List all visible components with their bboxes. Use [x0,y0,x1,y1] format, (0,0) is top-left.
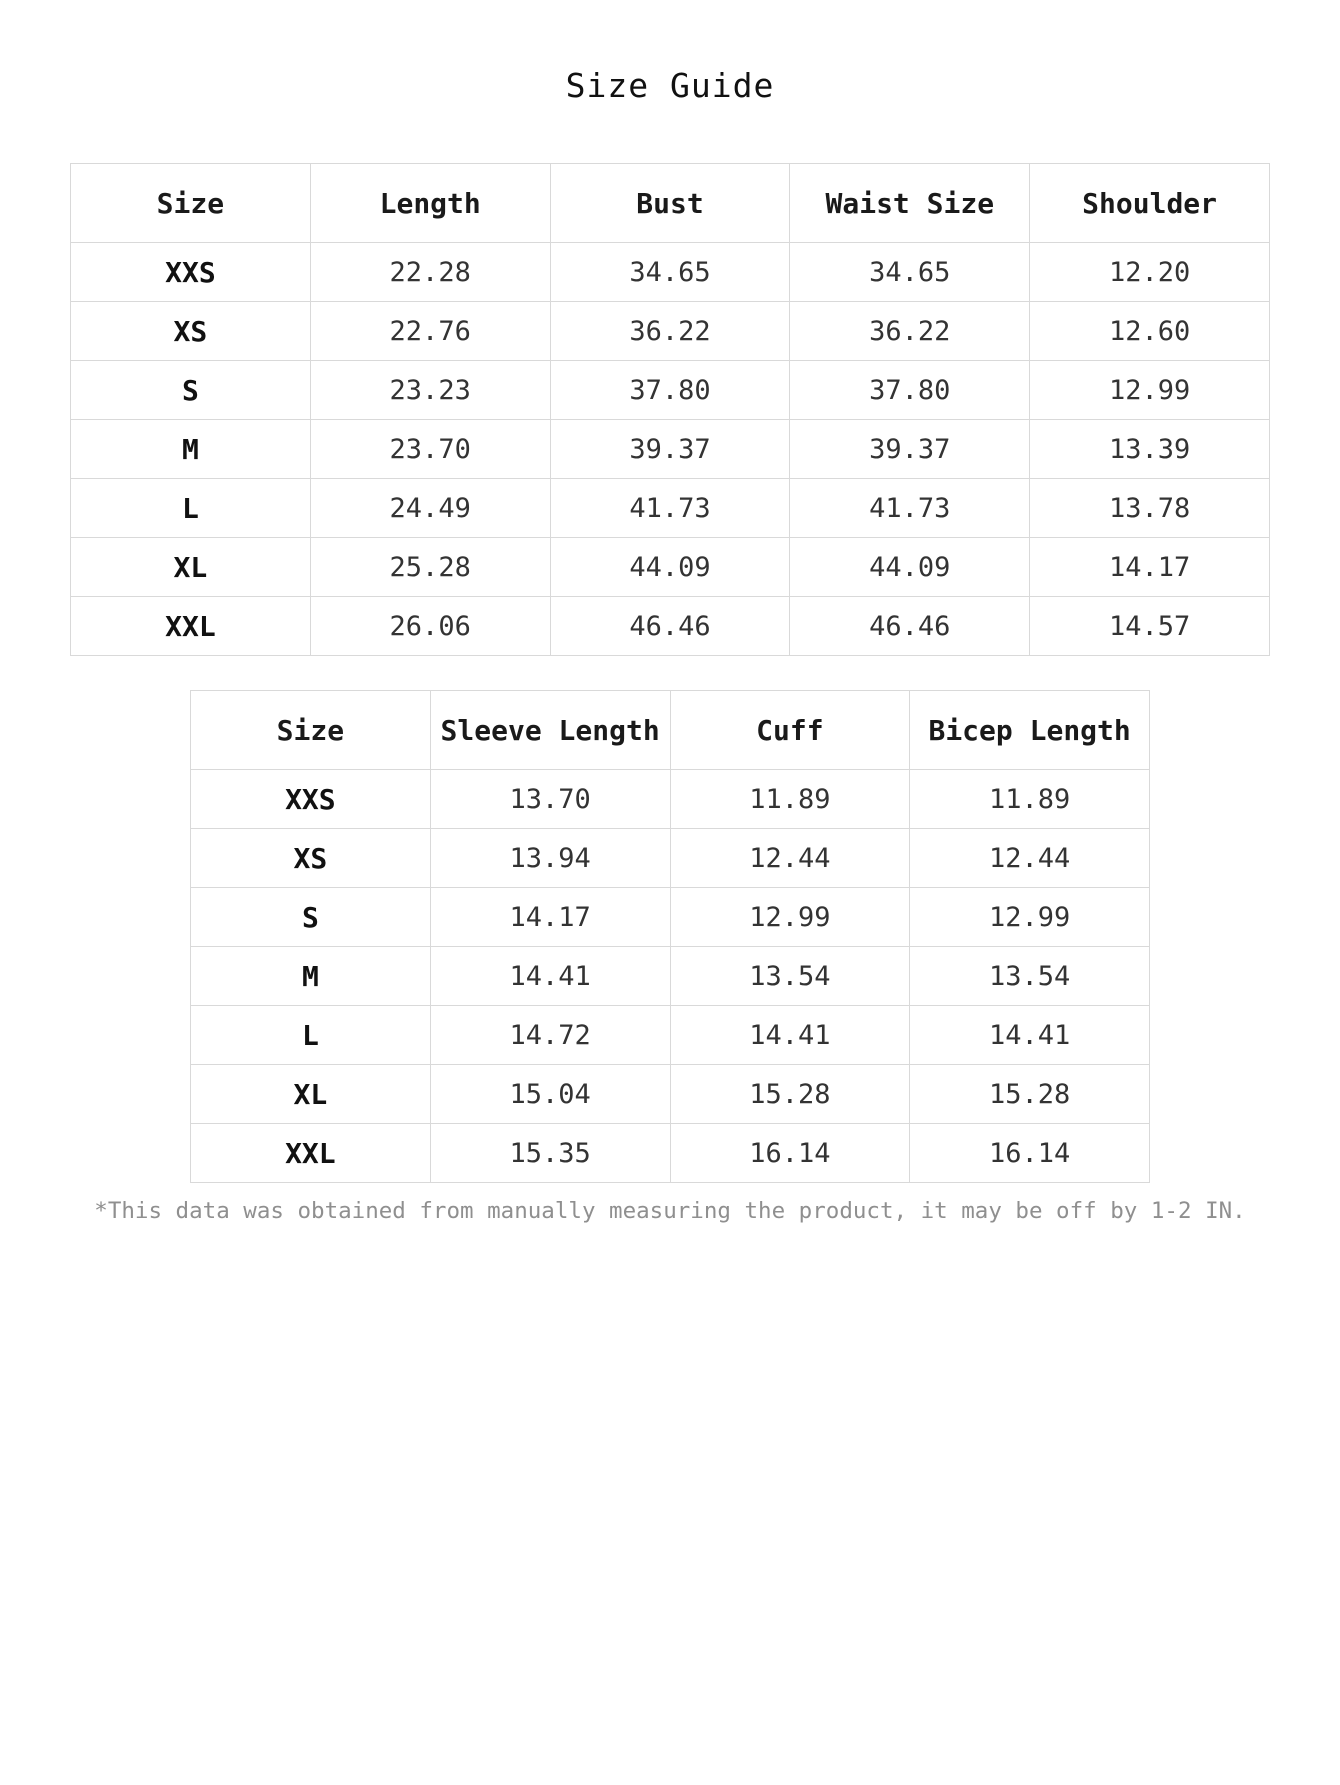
size-cell: M [71,420,311,479]
table-cell: 14.17 [1030,538,1270,597]
column-header: Bicep Length [910,691,1150,770]
table-header-row [191,691,1150,770]
table-cell: 12.60 [1030,302,1270,361]
size-cell: L [191,1006,431,1065]
table-cell: 39.37 [550,420,790,479]
table-row [191,1124,1150,1183]
column-header: Shoulder [1030,164,1270,243]
size-cell: L [71,479,311,538]
table-cell: 23.23 [310,361,550,420]
size-cell: XS [71,302,311,361]
table-cell: 37.80 [790,361,1030,420]
table-cell: 34.65 [790,243,1030,302]
table-row [191,1065,1150,1124]
table-cell: 41.73 [790,479,1030,538]
table-row [71,243,1270,302]
column-header: Waist Size [790,164,1030,243]
table-cell: 13.94 [430,829,670,888]
table-cell: 11.89 [910,770,1150,829]
column-header: Size [191,691,431,770]
column-header: Bust [550,164,790,243]
column-header: Length [310,164,550,243]
table-cell: 13.70 [430,770,670,829]
table-cell: 26.06 [310,597,550,656]
table-cell: 22.76 [310,302,550,361]
table-cell: 12.44 [910,829,1150,888]
table-cell: 25.28 [310,538,550,597]
column-header: Size [71,164,311,243]
table-cell: 14.41 [430,947,670,1006]
column-header: Cuff [670,691,910,770]
table-cell: 14.41 [670,1006,910,1065]
table-cell: 15.28 [670,1065,910,1124]
size-cell: XXS [191,770,431,829]
table-cell: 39.37 [790,420,1030,479]
table-cell: 22.28 [310,243,550,302]
table-cell: 24.49 [310,479,550,538]
table-cell: 14.41 [910,1006,1150,1065]
table-cell: 15.04 [430,1065,670,1124]
table-cell: 23.70 [310,420,550,479]
table-cell: 44.09 [790,538,1030,597]
table-cell: 44.09 [550,538,790,597]
table-cell: 15.28 [910,1065,1150,1124]
table-header-row [71,164,1270,243]
table-row [71,479,1270,538]
size-cell: S [71,361,311,420]
table-cell: 13.54 [910,947,1150,1006]
table-cell: 12.20 [1030,243,1270,302]
table-cell: 12.99 [670,888,910,947]
size-cell: XXL [71,597,311,656]
table-cell: 12.44 [670,829,910,888]
size-cell: S [191,888,431,947]
table-cell: 16.14 [670,1124,910,1183]
page-title: Size Guide [565,66,775,105]
table-row [71,420,1270,479]
table-cell: 14.72 [430,1006,670,1065]
table-cell: 13.78 [1030,479,1270,538]
table-cell: 36.22 [790,302,1030,361]
table-row [191,829,1150,888]
table-row [71,302,1270,361]
table-cell: 12.99 [910,888,1150,947]
table-cell: 34.65 [550,243,790,302]
table-cell: 14.57 [1030,597,1270,656]
table-row [191,888,1150,947]
table-cell: 14.17 [430,888,670,947]
measurement-disclaimer: *This data was obtained from manually measuring the product, it may be off by 1-2 IN. [94,1198,1246,1224]
table-cell: 46.46 [550,597,790,656]
table-cell: 41.73 [550,479,790,538]
size-cell: XS [191,829,431,888]
size-cell: XXL [191,1124,431,1183]
table-row [191,770,1150,829]
size-cell: M [191,947,431,1006]
table-row [71,597,1270,656]
sleeve-measurements-table [190,690,1150,1183]
table-cell: 12.99 [1030,361,1270,420]
size-cell: XL [71,538,311,597]
table-cell: 16.14 [910,1124,1150,1183]
table-cell: 15.35 [430,1124,670,1183]
table-row [191,1006,1150,1065]
table-cell: 13.54 [670,947,910,1006]
table-cell: 11.89 [670,770,910,829]
size-cell: XXS [71,243,311,302]
table-row [71,361,1270,420]
column-header: Sleeve Length [430,691,670,770]
body-measurements-table [70,163,1270,656]
table-row [71,538,1270,597]
size-cell: XL [191,1065,431,1124]
table-cell: 36.22 [550,302,790,361]
table-cell: 46.46 [790,597,1030,656]
table-cell: 37.80 [550,361,790,420]
table-cell: 13.39 [1030,420,1270,479]
table-row [191,947,1150,1006]
